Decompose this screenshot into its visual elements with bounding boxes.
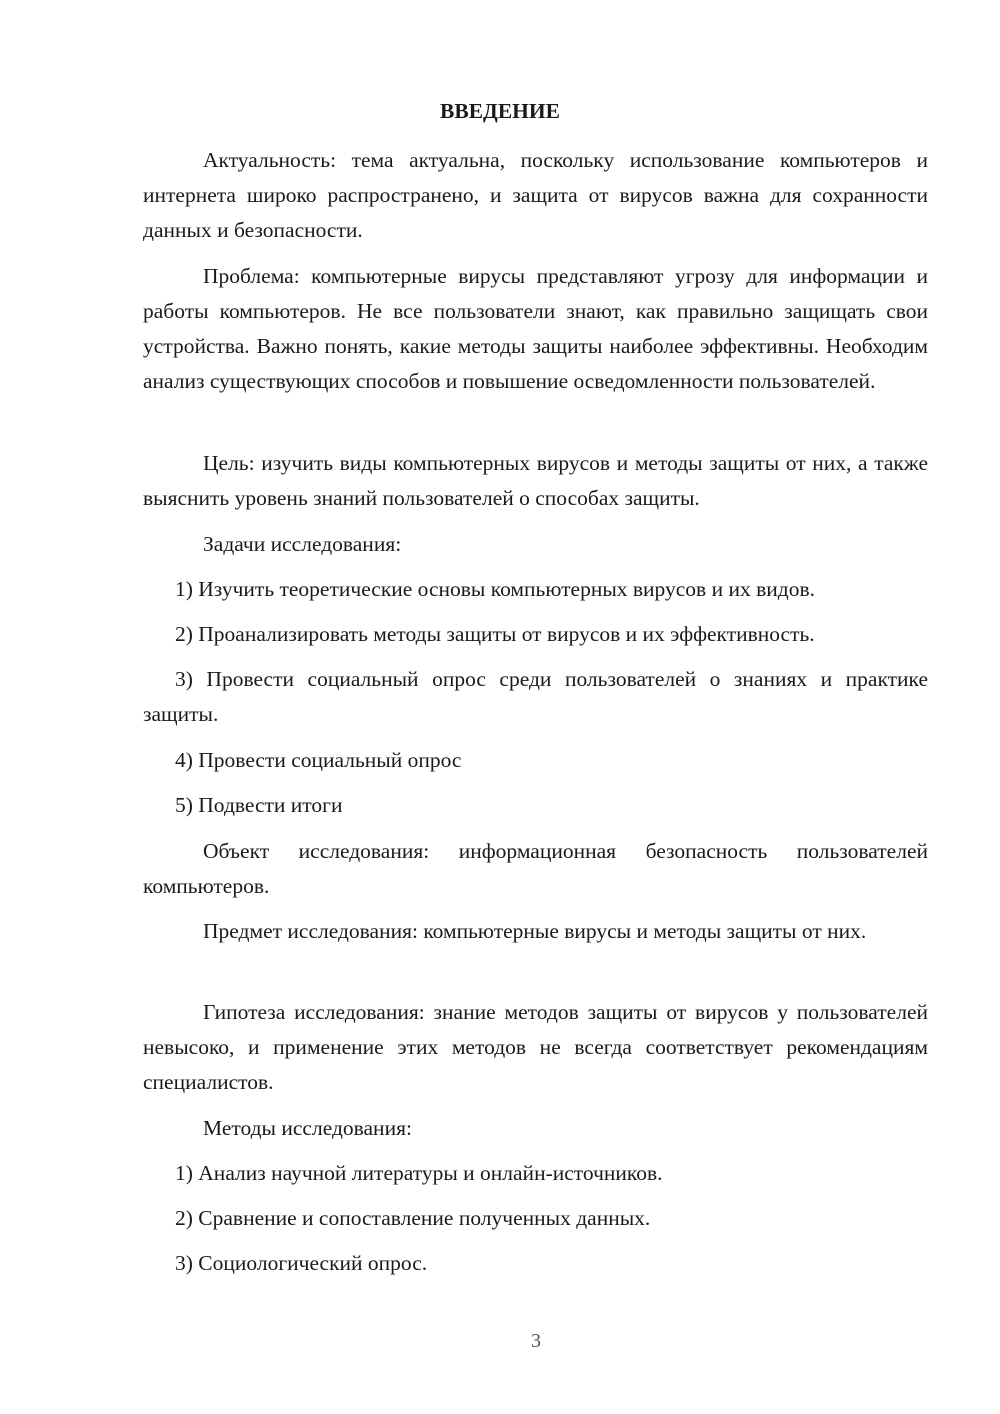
problem-paragraph: Проблема: компьютерные вирусы представляют угрозу для информации и работы компьютеров. Не все пользователи знают, как правильно защищать свои устройства. Важно понять, какие методы защиты наиболее эффективны. Необходим анализ существующих способов и повышение осведомленности пользователей.	[143, 264, 928, 393]
methods-heading: Методы исследования:	[203, 1116, 412, 1140]
task-item-3: 3) Провести социальный опрос среди пользователей о знаниях и практике защиты.	[143, 667, 928, 726]
task-item-1: 1) Изучить теоретические основы компьютерных вирусов и их видов.	[175, 577, 815, 601]
task-item-5: 5) Подвести итоги	[175, 793, 343, 817]
tasks-heading: Задачи исследования:	[203, 532, 402, 556]
method-item-2: 2) Сравнение и сопоставление полученных данных.	[175, 1206, 651, 1230]
object-paragraph: Объект исследования: информационная безопасность пользователей компьютеров.	[143, 839, 928, 898]
goal-paragraph: Цель: изучить виды компьютерных вирусов и методы защиты от них, а также выяснить уровень знаний пользователей о способах защиты.	[143, 451, 928, 510]
subject-paragraph: Предмет исследования: компьютерные вирусы и методы защиты от них.	[203, 919, 867, 943]
method-item-1: 1) Анализ научной литературы и онлайн-источников.	[175, 1161, 663, 1185]
method-item-3: 3) Социологический опрос.	[175, 1251, 428, 1275]
task-item-4: 4) Провести социальный опрос	[175, 748, 462, 772]
page-title: ВВЕДЕНИЕ	[440, 99, 560, 123]
relevance-paragraph: Актуальность: тема актуальна, поскольку использование компьютеров и интернета широко распространено, и защита от вирусов важна для сохранности данных и безопасности.	[143, 148, 928, 242]
hypothesis-paragraph: Гипотеза исследования: знание методов защиты от вирусов у пользователей невысоко, и применение этих методов не всегда соответствует рекомендациям специалистов.	[143, 1000, 928, 1094]
page-number: 3	[531, 1330, 541, 1352]
task-item-2: 2) Проанализировать методы защиты от вирусов и их эффективность.	[175, 622, 815, 646]
